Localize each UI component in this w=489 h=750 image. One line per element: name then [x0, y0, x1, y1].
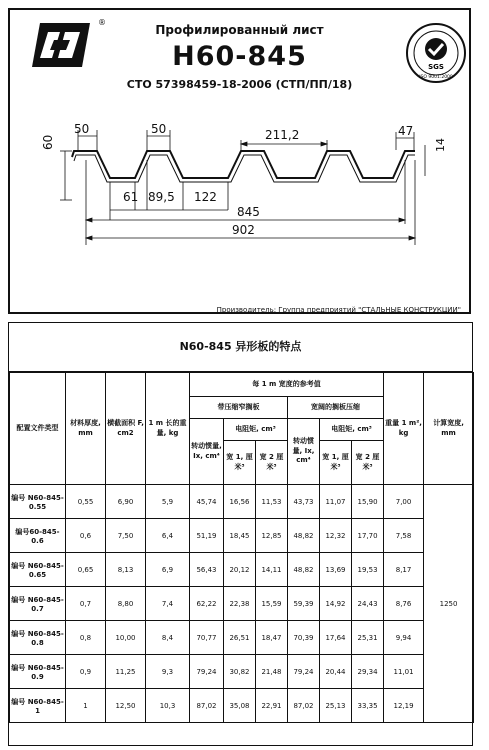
sgs-label: SGS — [428, 63, 444, 71]
profile-drawing-sheet — [8, 8, 471, 314]
value-cell-i2: 59,39 — [288, 587, 320, 621]
header-area: 横截面积 F, cm2 — [106, 373, 146, 485]
value-cell-a1: 35,08 — [224, 689, 256, 723]
calc-width-cell: 1250 — [424, 485, 474, 723]
manufacturer-note: Производитель: Группа предприятий "СТАЛЬНЫЕ КОНСТРУКЦИИ" — [216, 306, 461, 314]
value-cell-f: 11,25 — [106, 655, 146, 689]
value-cell-i1: 45,74 — [190, 485, 224, 519]
value-cell-w: 7,4 — [146, 587, 190, 621]
header-wide-compressed: 宽阔的搁板压缩 — [288, 397, 384, 419]
registered-mark: ® — [98, 18, 106, 27]
table-row — [10, 689, 474, 723]
value-cell-a2: 13,69 — [320, 553, 352, 587]
dim-122-label: 122 — [194, 190, 217, 204]
value-cell-t: 0,9 — [66, 655, 106, 689]
header-inertia-2: 转动惯量, Ix, cm⁴ — [288, 419, 320, 485]
value-cell-b1: 15,59 — [256, 587, 288, 621]
value-cell-f: 10,00 — [106, 621, 146, 655]
value-cell-w: 6,4 — [146, 519, 190, 553]
value-cell-w: 9,3 — [146, 655, 190, 689]
value-cell-t: 0,8 — [66, 621, 106, 655]
value-cell-f: 12,50 — [106, 689, 146, 723]
value-cell-i1: 51,19 — [190, 519, 224, 553]
value-cell-m2: 11,01 — [384, 655, 424, 689]
document-subtitle: Профилированный лист — [155, 23, 324, 37]
value-cell-w: 8,4 — [146, 621, 190, 655]
value-cell-m2: 7,00 — [384, 485, 424, 519]
value-cell-f: 8,13 — [106, 553, 146, 587]
value-cell-a1: 16,56 — [224, 485, 256, 519]
standard-reference: СТО 57398459-18-2006 (СТП/ПП/18) — [126, 78, 353, 91]
header-wide2-a: 宽 2 厘米³ — [256, 441, 288, 485]
value-cell-a1: 26,51 — [224, 621, 256, 655]
dim-50-mid-label: 50 — [151, 122, 167, 136]
header-wide2-b: 宽 2 厘米³ — [352, 441, 384, 485]
header-calc-width: 计算宽度, mm — [424, 373, 474, 485]
table-row — [10, 519, 474, 553]
value-cell-i1: 70,77 — [190, 621, 224, 655]
value-cell-w: 6,9 — [146, 553, 190, 587]
table-row — [10, 621, 474, 655]
value-cell-w: 10,3 — [146, 689, 190, 723]
value-cell-b2: 29,34 — [352, 655, 384, 689]
dim-14-label: 14 — [434, 138, 447, 152]
value-cell-b2: 15,90 — [352, 485, 384, 519]
profile-name-cell: 编号 N60-845-0.9 — [10, 655, 66, 689]
table-row — [10, 587, 474, 621]
dim-902-label: 902 — [232, 223, 255, 237]
value-cell-i1: 79,24 — [190, 655, 224, 689]
profile-name-cell: 编号 N60-845-0.8 — [10, 621, 66, 655]
value-cell-b1: 21,48 — [256, 655, 288, 689]
header-reference: 每 1 m 宽度的参考值 — [190, 373, 384, 397]
table-row — [10, 553, 474, 587]
value-cell-b2: 17,70 — [352, 519, 384, 553]
value-cell-t: 0,6 — [66, 519, 106, 553]
value-cell-i2: 87,02 — [288, 689, 320, 723]
value-cell-m2: 8,76 — [384, 587, 424, 621]
header-profile: 配置文件类型 — [10, 373, 66, 485]
specs-table — [9, 372, 474, 723]
header-thickness: 材料厚度, mm — [66, 373, 106, 485]
value-cell-t: 0,55 — [66, 485, 106, 519]
header-inertia-1: 转动惯量, Ix, cm⁴ — [190, 419, 224, 485]
value-cell-i1: 87,02 — [190, 689, 224, 723]
value-cell-f: 7,50 — [106, 519, 146, 553]
value-cell-a1: 22,38 — [224, 587, 256, 621]
value-cell-m2: 7,58 — [384, 519, 424, 553]
value-cell-m2: 12,19 — [384, 689, 424, 723]
value-cell-a2: 20,44 — [320, 655, 352, 689]
value-cell-t: 0,65 — [66, 553, 106, 587]
value-cell-t: 1 — [66, 689, 106, 723]
profile-name-cell: 编号 N60-845-1 — [10, 689, 66, 723]
dim-845-label: 845 — [237, 205, 260, 219]
profile-name-cell: 编号 N60-845-0.65 — [10, 553, 66, 587]
specs-table-panel — [8, 322, 473, 746]
iso-label: ISO 9001:2000 — [419, 75, 453, 80]
table-title: N60-845 异形板的特点 — [9, 323, 472, 372]
dim-47-label: 47 — [398, 124, 414, 138]
value-cell-f: 6,90 — [106, 485, 146, 519]
value-cell-b2: 19,53 — [352, 553, 384, 587]
header-modulus-1: 电阻矩, cm³ — [224, 419, 288, 441]
value-cell-b1: 12,85 — [256, 519, 288, 553]
value-cell-a1: 20,12 — [224, 553, 256, 587]
dim-89-label: 89,5 — [148, 190, 175, 204]
header-weight-m2: 重量 1 m², kg — [384, 373, 424, 485]
profile-name-cell: 编号 N60-845-0.7 — [10, 587, 66, 621]
value-cell-i2: 43,73 — [288, 485, 320, 519]
value-cell-a2: 12,32 — [320, 519, 352, 553]
dim-61-label: 61 — [123, 190, 139, 204]
value-cell-b1: 11,53 — [256, 485, 288, 519]
value-cell-a2: 14,92 — [320, 587, 352, 621]
header-wide1-b: 宽 1, 厘米³ — [320, 441, 352, 485]
value-cell-m2: 8,17 — [384, 553, 424, 587]
value-cell-b2: 24,43 — [352, 587, 384, 621]
header-modulus-2: 电阻矩, cm³ — [320, 419, 384, 441]
header-wide1-a: 宽 1, 厘米³ — [224, 441, 256, 485]
header-weight-1m: 1 m 长的重量, kg — [146, 373, 190, 485]
value-cell-m2: 9,94 — [384, 621, 424, 655]
dim-50-left-label: 50 — [74, 122, 90, 136]
value-cell-i2: 70,39 — [288, 621, 320, 655]
value-cell-b1: 14,11 — [256, 553, 288, 587]
dim-211-label: 211,2 — [265, 128, 300, 142]
value-cell-i1: 62,22 — [190, 587, 224, 621]
value-cell-i2: 48,82 — [288, 519, 320, 553]
profile-name-cell: 编号 N60-845-0.55 — [10, 485, 66, 519]
product-model: Н60-845 — [172, 41, 307, 72]
profile-name-cell: 编号60-845-0.6 — [10, 519, 66, 553]
table-row — [10, 485, 474, 519]
value-cell-f: 8,80 — [106, 587, 146, 621]
value-cell-a1: 30,82 — [224, 655, 256, 689]
profile-cross-section-drawing — [10, 10, 469, 312]
dim-height-label: 60 — [41, 134, 55, 150]
value-cell-i2: 79,24 — [288, 655, 320, 689]
value-cell-t: 0,7 — [66, 587, 106, 621]
value-cell-i2: 48,82 — [288, 553, 320, 587]
header-shelf-compressed: 带压缩窄搁板 — [190, 397, 288, 419]
value-cell-a2: 25,13 — [320, 689, 352, 723]
value-cell-i1: 56,43 — [190, 553, 224, 587]
value-cell-a2: 17,64 — [320, 621, 352, 655]
value-cell-a1: 18,45 — [224, 519, 256, 553]
value-cell-b1: 18,47 — [256, 621, 288, 655]
value-cell-b1: 22,91 — [256, 689, 288, 723]
table-row — [10, 655, 474, 689]
value-cell-w: 5,9 — [146, 485, 190, 519]
value-cell-b2: 25,31 — [352, 621, 384, 655]
value-cell-b2: 33,35 — [352, 689, 384, 723]
value-cell-a2: 11,07 — [320, 485, 352, 519]
